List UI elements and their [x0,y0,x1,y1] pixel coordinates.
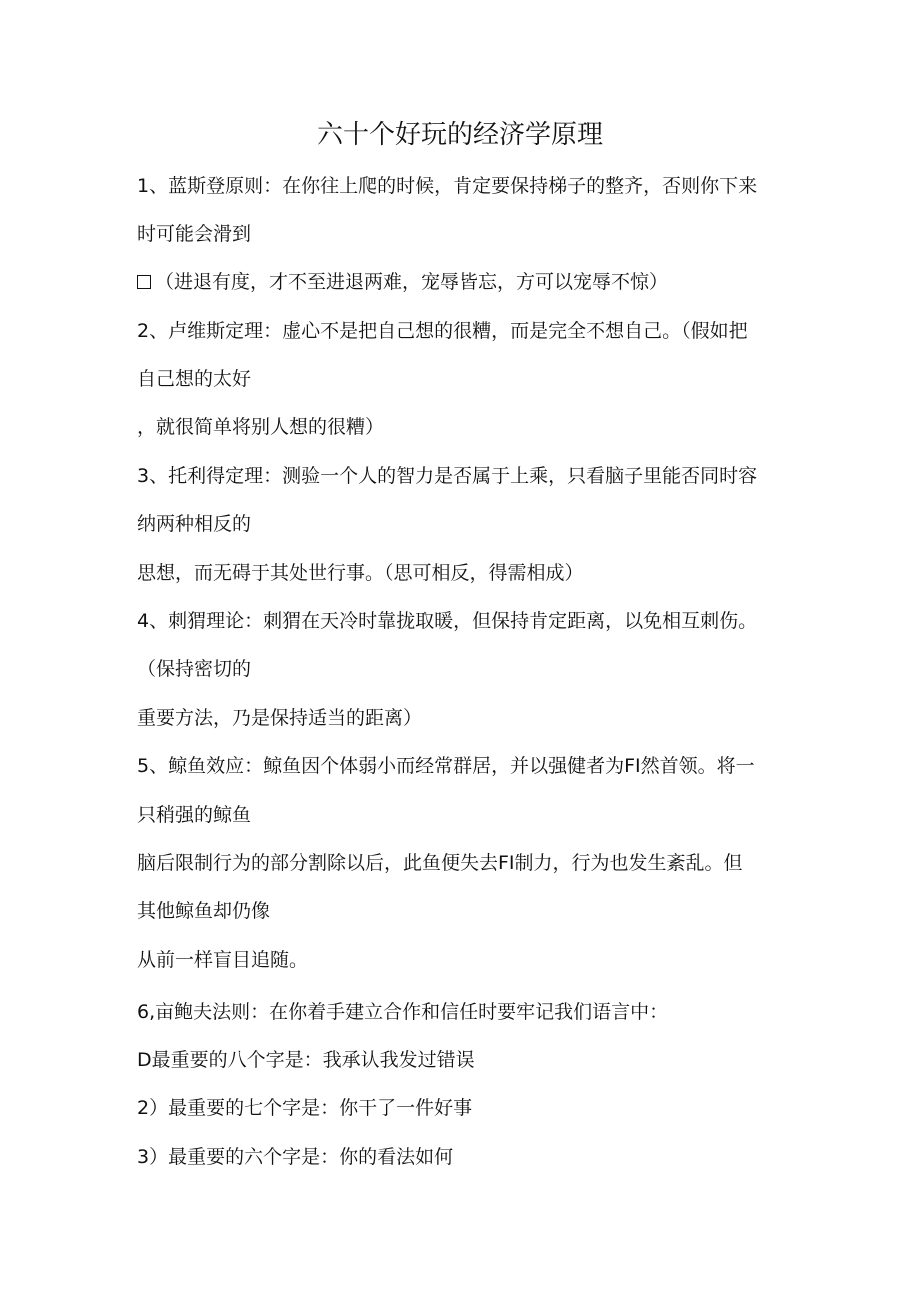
document-title: 六十个好玩的经济学原理 [316,120,603,150]
text-line-10: 4、刺猬理论：刺猬在天冷时靠拢取暖，但保持肯定距离，以免相互刺伤。 [137,610,758,632]
text-line-16: 其他鲸鱼却仍像 [137,900,271,922]
text-line-19: D最重要的八个字是：我承认我发过错误 [137,1049,475,1071]
text-line-11: （保持密切的 [137,658,252,680]
text-line-4: 2、卢维斯定理：虚心不是把自己想的很糟，而是完全不想自己。（假如把 [137,320,748,342]
text-line-7: 3、托利得定理：测验一个人的智力是否属于上乘，只看脑子里能否同时容 [137,465,758,487]
text-line-2: 时可能会滑到 [137,223,252,245]
text-line-14: 只稍强的鲸鱼 [137,804,252,826]
checkbox-icon [137,275,151,289]
text-line-3-content: （进退有度，才不至进退两难，宠辱皆忘，方可以宠辱不惊） [155,271,669,293]
text-line-5: 自己想的太好 [137,368,252,390]
text-line-1: 1、蓝斯登原则：在你往上爬的时候，肯定要保持梯子的整齐，否则你下来 [137,175,758,197]
text-line-13: 5、鲸鱼效应：鲸鱼因个体弱小而经常群居，并以强健者为FI然首领。将一 [137,755,755,777]
text-line-15: 脑后限制行为的部分割除以后，此鱼便失去FI制力，行为也发生紊乱。但 [137,852,743,874]
text-line-20: 2）最重要的七个字是：你干了一件好事 [137,1097,473,1119]
text-line-9: 思想，而无碍于其处世行事。（思可相反，得需相成） [137,562,584,584]
text-line-12: 重要方法，乃是保持适当的距离） [137,707,423,729]
text-line-18: 6,亩鲍夫法则：在你着手建立合作和信任时要牢记我们语言中： [137,1001,669,1023]
text-line-21: 3）最重要的六个字是：你的看法如何 [137,1146,454,1168]
text-line-3 [137,267,668,297]
text-line-8: 纳两种相反的 [137,513,252,535]
text-line-17: 从前一样盲目追随。 [137,949,309,971]
text-line-6: ，就很简单将别人想的很糟） [137,416,385,438]
